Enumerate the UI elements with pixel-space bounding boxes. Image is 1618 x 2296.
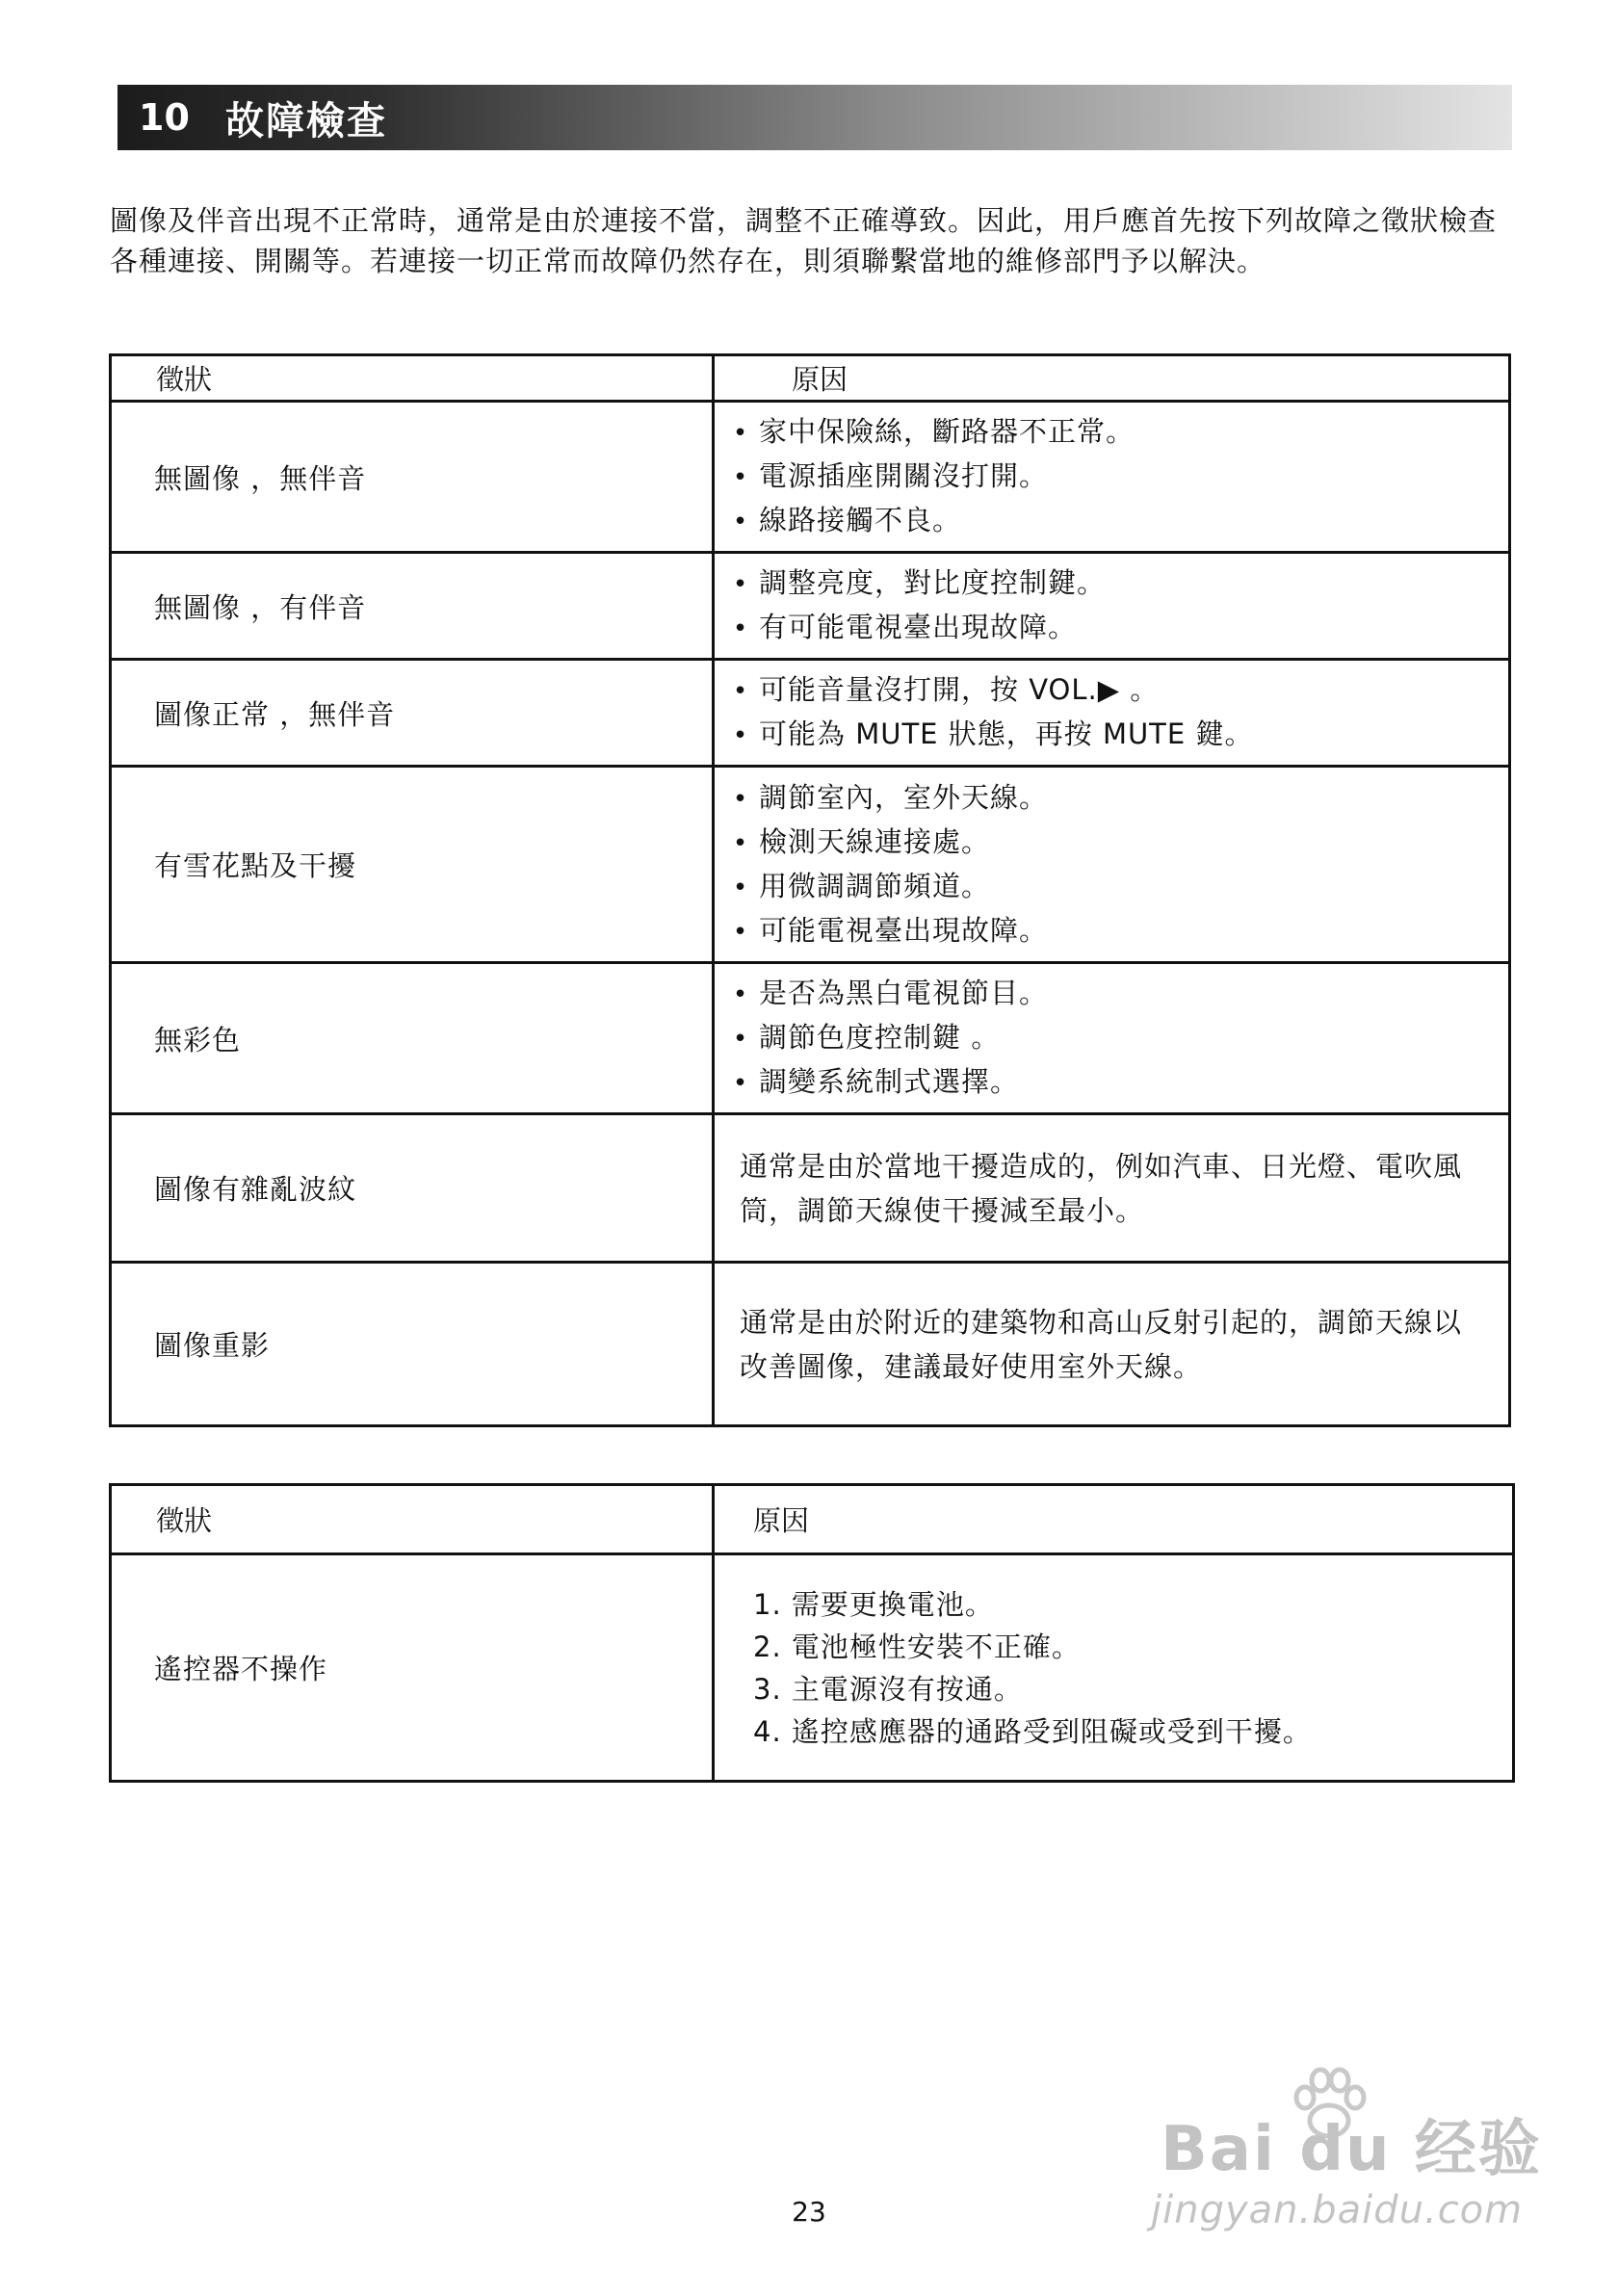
page-number: 23 <box>792 2196 826 2228</box>
cause-item: • 是否為黑白電視節目。 <box>728 972 1495 1016</box>
cause-item: • 調整亮度，對比度控制鍵。 <box>728 561 1495 606</box>
table-row <box>111 963 1510 1114</box>
cause-item: • 線路接觸不良。 <box>728 499 1495 543</box>
cause-item: • 電源插座開關沒打開。 <box>728 455 1495 499</box>
cause-item: • 用微調調節頻道。 <box>728 865 1495 909</box>
section-number: 10 <box>139 96 190 139</box>
cause-cell <box>714 767 1510 963</box>
symptom-cell: 遙控器不操作 <box>111 1554 714 1782</box>
header-symptom: 徵狀 <box>111 355 714 402</box>
cause-cell <box>714 1554 1514 1782</box>
section-header-bar <box>117 85 1512 150</box>
header-symptom: 徵狀 <box>111 1485 714 1554</box>
cause-text: 通常是由於附近的建築物和高山反射引起的，調節天線以改善圖像，建議最好使用室外天線。 <box>740 1305 1463 1383</box>
watermark-url: jingyan.baidu.com <box>1151 2188 1524 2232</box>
symptom-cell: 無彩色 <box>111 963 714 1114</box>
cause-text: 通常是由於當地干擾造成的，例如汽車、日光燈、電吹風筒，調節天線使干擾減至最小。 <box>740 1149 1463 1227</box>
header-cause: 原因 <box>714 355 1510 402</box>
table-row <box>111 660 1510 767</box>
table-row <box>111 767 1510 963</box>
symptom-cell: 圖像重影 <box>111 1263 714 1426</box>
cause-item: • 可能音量沒打開，按 VOL.▶ 。 <box>728 668 1495 713</box>
remote-troubleshooting-table <box>109 1483 1515 1783</box>
cause-item: • 有可能電視臺出現故障。 <box>728 606 1495 650</box>
cause-item: 2. 電池極性安裝不正確。 <box>753 1630 1081 1663</box>
table-header-row <box>111 355 1510 402</box>
symptom-cell: 無圖像 ，無伴音 <box>111 402 714 553</box>
troubleshooting-table <box>109 353 1511 1427</box>
cause-item: • 可能為 MUTE 狀態，再按 MUTE 鍵。 <box>728 713 1495 757</box>
cause-item: • 家中保險絲，斷路器不正常。 <box>728 410 1495 455</box>
table-row <box>111 553 1510 660</box>
cause-list <box>715 1583 1512 1753</box>
cause-cell <box>714 1263 1510 1426</box>
symptom-cell: 無圖像 ，有伴音 <box>111 553 714 660</box>
cause-item: • 調節室內，室外天線。 <box>728 776 1495 821</box>
cause-item: • 調變系統制式選擇。 <box>728 1060 1495 1105</box>
cause-cell <box>714 553 1510 660</box>
table-header-row <box>111 1485 1514 1554</box>
table-row <box>111 402 1510 553</box>
table-row <box>111 1554 1514 1782</box>
cause-cell <box>714 660 1510 767</box>
cause-item: • 可能電視臺出現故障。 <box>728 909 1495 953</box>
cause-item: • 調節色度控制鍵 。 <box>728 1016 1495 1060</box>
symptom-cell: 圖像有雜亂波紋 <box>111 1114 714 1263</box>
symptom-cell: 圖像正常 ，無伴音 <box>111 660 714 767</box>
cause-cell <box>714 963 1510 1114</box>
cause-item: 4. 遙控感應器的通路受到阻礙或受到干擾。 <box>753 1714 1312 1748</box>
watermark-logo-text: Bai du 经验 <box>1161 2114 1542 2185</box>
table-row <box>111 1114 1510 1263</box>
section-title: 故障檢查 <box>225 98 387 144</box>
cause-item: 1. 需要更換電池。 <box>753 1587 994 1621</box>
symptom-cell: 有雪花點及干擾 <box>111 767 714 963</box>
cause-cell <box>714 1114 1510 1263</box>
cause-cell <box>714 402 1510 553</box>
header-cause: 原因 <box>714 1485 1514 1554</box>
table-row <box>111 1263 1510 1426</box>
cause-item: • 檢測天線連接處。 <box>728 821 1495 865</box>
cause-item: 3. 主電源沒有按通。 <box>753 1672 1023 1706</box>
baidu-watermark <box>1141 2061 1546 2254</box>
intro-paragraph: 圖像及伴音出現不正常時，通常是由於連接不當，調整不正確導致。因此，用戶應首先按下列故障之徵狀檢查各種連接、開關等。若連接一切正常而故障仍然存在，則須聯繫當地的維修部門予以解決。 <box>110 204 1498 277</box>
